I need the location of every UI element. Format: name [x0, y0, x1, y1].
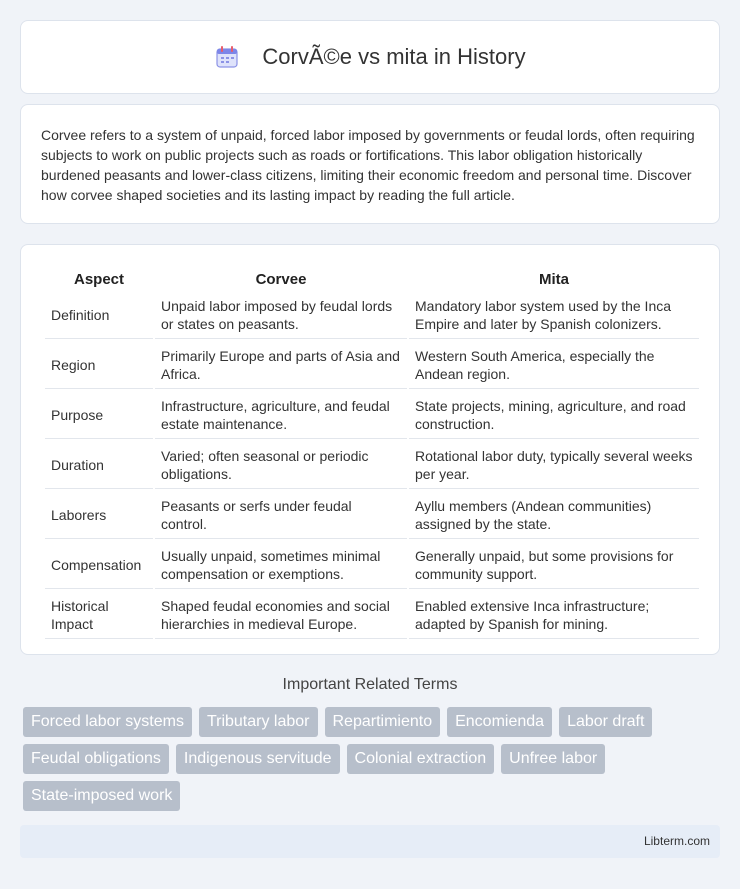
cell-mita: Generally unpaid, but some provisions for community support. — [409, 541, 699, 589]
intro-card — [20, 104, 720, 224]
related-term-tag[interactable]: Unfree labor — [501, 744, 605, 774]
cell-mita: Mandatory labor system used by the Inca Empire and later by Spanish colonizers. — [409, 291, 699, 339]
related-term-tag[interactable]: Indigenous servitude — [176, 744, 340, 774]
cell-corvee: Varied; often seasonal or periodic obligations. — [155, 441, 407, 489]
title-card — [20, 20, 720, 94]
table-row — [45, 441, 699, 489]
table-row — [45, 341, 699, 389]
related-term-tag[interactable]: Forced labor systems — [23, 707, 192, 737]
cell-aspect: Duration — [45, 441, 153, 489]
cell-corvee: Primarily Europe and parts of Asia and Africa. — [155, 341, 407, 389]
footer — [20, 825, 720, 858]
calendar-icon — [214, 44, 240, 70]
related-term-tag[interactable]: Colonial extraction — [347, 744, 495, 774]
comparison-table — [43, 265, 701, 641]
table-row — [45, 391, 699, 439]
related-term-tag[interactable]: Labor draft — [559, 707, 652, 737]
cell-aspect: Region — [45, 341, 153, 389]
table-row — [45, 541, 699, 589]
table-row — [45, 491, 699, 539]
related-term-tag[interactable]: Feudal obligations — [23, 744, 169, 774]
related-term-tag[interactable]: State-imposed work — [23, 781, 180, 811]
cell-corvee: Peasants or serfs under feudal control. — [155, 491, 407, 539]
related-term-tag[interactable]: Tributary labor — [199, 707, 318, 737]
intro-text: Corvee refers to a system of unpaid, forced labor imposed by governments or feudal lords, often requiring subjects to work on public projects such as roads or fortifications. This labor obligation historically burdened peasants and lower-class citizens, limiting their economic freedom and personal time. Discover how corvee shaped societies and its lasting impact by reading the full article. — [41, 127, 695, 203]
cell-aspect: Definition — [45, 291, 153, 339]
cell-mita: Ayllu members (Andean communities) assigned by the state. — [409, 491, 699, 539]
cell-corvee: Usually unpaid, sometimes minimal compensation or exemptions. — [155, 541, 407, 589]
table-row — [45, 291, 699, 339]
cell-mita: Western South America, especially the Andean region. — [409, 341, 699, 389]
cell-mita: Enabled extensive Inca infrastructure; adapted by Spanish for mining. — [409, 591, 699, 639]
cell-corvee: Unpaid labor imposed by feudal lords or states on peasants. — [155, 291, 407, 339]
cell-aspect: Compensation — [45, 541, 153, 589]
page-title: CorvÃ©e vs mita in History — [262, 44, 526, 69]
related-terms-title: Important Related Terms — [282, 676, 458, 693]
header-corvee: Corvee — [255, 270, 307, 288]
footer-site-link[interactable]: Libterm.com — [643, 834, 710, 848]
related-terms-list — [23, 707, 723, 818]
related-term-tag[interactable]: Repartimiento — [325, 707, 441, 737]
cell-aspect: Historical Impact — [45, 591, 153, 639]
comparison-card — [20, 244, 720, 655]
header-aspect: Aspect — [73, 270, 125, 288]
cell-corvee: Infrastructure, agriculture, and feudal estate maintenance. — [155, 391, 407, 439]
header-mita: Mita — [539, 270, 569, 288]
cell-corvee: Shaped feudal economies and social hierarchies in medieval Europe. — [155, 591, 407, 639]
cell-mita: Rotational labor duty, typically several weeks per year. — [409, 441, 699, 489]
table-row — [45, 591, 699, 639]
cell-aspect: Laborers — [45, 491, 153, 539]
cell-mita: State projects, mining, agriculture, and road construction. — [409, 391, 699, 439]
table-header-row — [45, 267, 699, 289]
cell-aspect: Purpose — [45, 391, 153, 439]
related-term-tag[interactable]: Encomienda — [447, 707, 552, 737]
